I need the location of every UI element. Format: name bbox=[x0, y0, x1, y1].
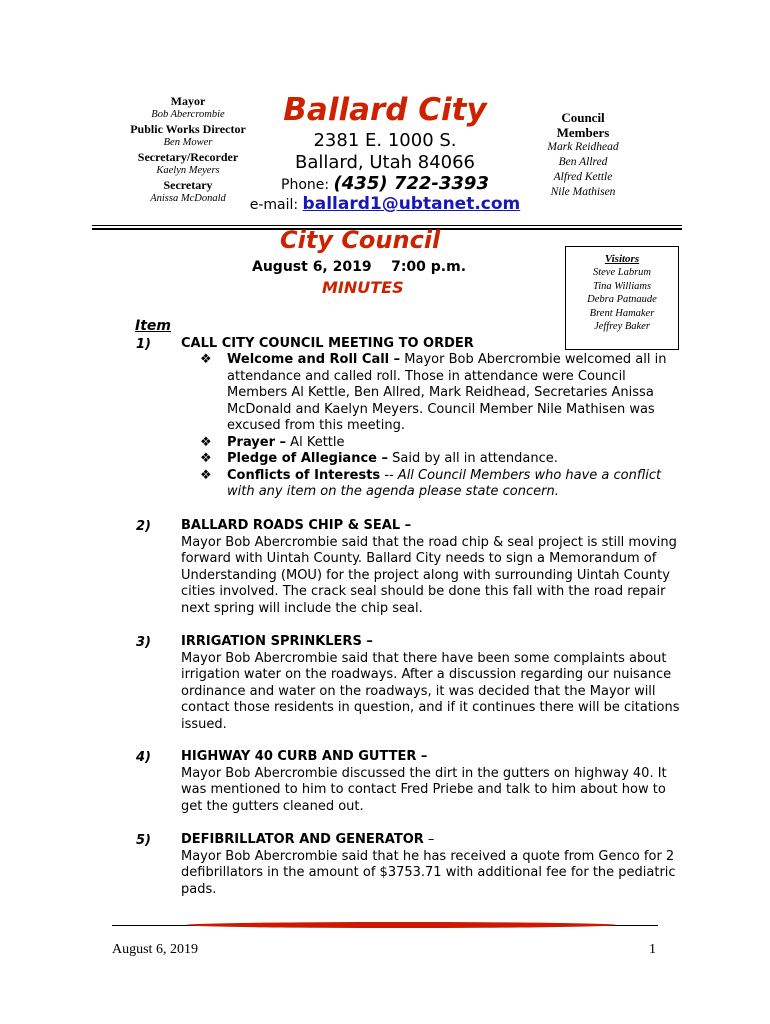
visitor-name: Tina Williams bbox=[592, 280, 652, 292]
mayor-name: Bob Abercrombie bbox=[151, 109, 225, 120]
email-line bbox=[240, 194, 530, 214]
item-4 bbox=[181, 749, 681, 815]
phone-number: (435) 722-3393 bbox=[333, 173, 489, 194]
council-members-block bbox=[535, 110, 631, 200]
council-member: Ben Allred bbox=[558, 156, 608, 168]
footer-red-accent bbox=[186, 922, 616, 928]
secretary-recorder-name: Kaelyn Meyers bbox=[156, 165, 220, 176]
bullet-item bbox=[200, 435, 680, 452]
council-member: Nile Mathisen bbox=[550, 186, 616, 198]
email-label: e-mail: bbox=[249, 197, 303, 213]
bullet-item bbox=[200, 468, 680, 501]
secretary-name: Anissa McDonald bbox=[150, 193, 226, 204]
public-works-name: Ben Mower bbox=[163, 137, 213, 148]
visitor-name: Brent Hamaker bbox=[589, 307, 655, 319]
item-heading-line bbox=[181, 832, 681, 849]
item-heading bbox=[181, 336, 681, 353]
bullet-text: -- All Council Members who have a conflict with any item on the agenda please state concern. bbox=[227, 467, 662, 499]
item-1-bullets bbox=[200, 352, 680, 501]
item-number: 1) bbox=[136, 337, 151, 352]
item-number: 5) bbox=[136, 833, 151, 848]
item-heading: HIGHWAY 40 CURB AND GUTTER – bbox=[181, 749, 428, 764]
secretary-role: Secretary bbox=[163, 178, 213, 192]
visitor-name: Steve Labrum bbox=[592, 267, 652, 278]
bullet-item bbox=[200, 352, 680, 435]
meeting-title: City Council bbox=[280, 226, 441, 254]
diamond-bullet-icon: ❖ bbox=[200, 451, 212, 466]
council-member: Alfred Kettle bbox=[553, 171, 613, 183]
bullet-text: Mayor Bob Abercrombie welcomed all in attendance and called roll. Those in attendance were Council Members Al Kettle, Ben Allred, Mark Reidhead, Secretaries Anissa McDonald and Kaelyn Meyers. Council Member Nile Mathisen was excused from this meeting. bbox=[227, 352, 667, 433]
bullet-label: Pledge of Allegiance – bbox=[227, 451, 388, 466]
phone-label: Phone: bbox=[281, 177, 334, 193]
visitors-heading: Visitors bbox=[604, 253, 640, 265]
visitor-name: Debra Patnaude bbox=[587, 294, 657, 305]
item-heading: IRRIGATION SPRINKLERS – bbox=[181, 634, 373, 649]
visitor-name: Jeffrey Baker bbox=[594, 321, 650, 332]
item-text: Mayor Bob Abercrombie discussed the dirt in the gutters on highway 40. It was mentioned to him to contact Fred Priebe and talk to him about how to get the gutters cleaned out. bbox=[181, 765, 667, 814]
visitors-box bbox=[565, 246, 679, 350]
bullet-item bbox=[200, 451, 680, 468]
footer-date: August 6, 2019 bbox=[112, 942, 198, 957]
email-link[interactable]: ballard1@ubtanet.com bbox=[302, 194, 521, 214]
item-text: Mayor Bob Abercrombie said that the road chip & seal project is still moving forward with Uintah County. Ballard City needs to sign a Memorandum of Understanding (MOU) for the project along with surrounding Uintah County cities involved. The crack seal should be done this fall with the road repair next spring will include the chip seal. bbox=[181, 534, 677, 616]
bullet-label: Conflicts of Interests bbox=[227, 467, 381, 483]
bullet-label: Welcome and Roll Call – bbox=[227, 352, 401, 367]
bullet-text: Al Kettle bbox=[286, 434, 345, 450]
council-heading-1: Council bbox=[561, 110, 605, 125]
city-title: Ballard City bbox=[283, 92, 487, 128]
page-number: 1 bbox=[649, 942, 656, 957]
item-column-label: Item bbox=[135, 318, 171, 334]
item-2 bbox=[181, 518, 681, 617]
council-heading-2: Members bbox=[556, 125, 610, 140]
item-text: Mayor Bob Abercrombie said that there have been some complaints about irrigation water on the roadways. After a discussion regarding our nuisance ordinance and water on the roadways, it was decided that the Mayor will contact those residents in question, and if it continues there will be citations issued. bbox=[181, 650, 680, 732]
item-heading: BALLARD ROADS CHIP & SEAL – bbox=[181, 518, 412, 533]
meeting-date-time: August 6, 2019 7:00 p.m. bbox=[252, 259, 467, 275]
bullet-label: Prayer – bbox=[227, 434, 287, 450]
diamond-bullet-icon: ❖ bbox=[200, 434, 212, 450]
minutes-heading: MINUTES bbox=[322, 278, 404, 297]
item-heading-tail: – bbox=[423, 832, 435, 847]
item-number: 3) bbox=[136, 635, 151, 650]
council-member: Mark Reidhead bbox=[547, 141, 619, 153]
item-heading: DEFIBRILLATOR AND GENERATOR bbox=[181, 832, 424, 847]
public-works-role: Public Works Director bbox=[130, 122, 246, 136]
mayor-role: Mayor bbox=[170, 94, 206, 108]
item-3 bbox=[181, 634, 681, 733]
address-line-1: 2381 E. 1000 S. bbox=[313, 130, 457, 151]
bullet-text: Said by all in attendance. bbox=[388, 451, 558, 466]
item-number: 4) bbox=[136, 750, 151, 765]
item-text: Mayor Bob Abercrombie said that he has received a quote from Genco for 2 defibrillators in the amount of $3753.71 with additional fee for the pediatric pads. bbox=[181, 848, 676, 897]
phone-line bbox=[240, 173, 530, 194]
item-1-heading: CALL CITY COUNCIL MEETING TO ORDER bbox=[181, 336, 474, 351]
item-5 bbox=[181, 832, 681, 898]
secretary-recorder-role: Secretary/Recorder bbox=[137, 150, 239, 164]
address-line-2: Ballard, Utah 84066 bbox=[294, 152, 476, 173]
item-number: 2) bbox=[136, 519, 151, 534]
diamond-bullet-icon: ❖ bbox=[200, 467, 212, 483]
diamond-bullet-icon: ❖ bbox=[200, 352, 212, 367]
